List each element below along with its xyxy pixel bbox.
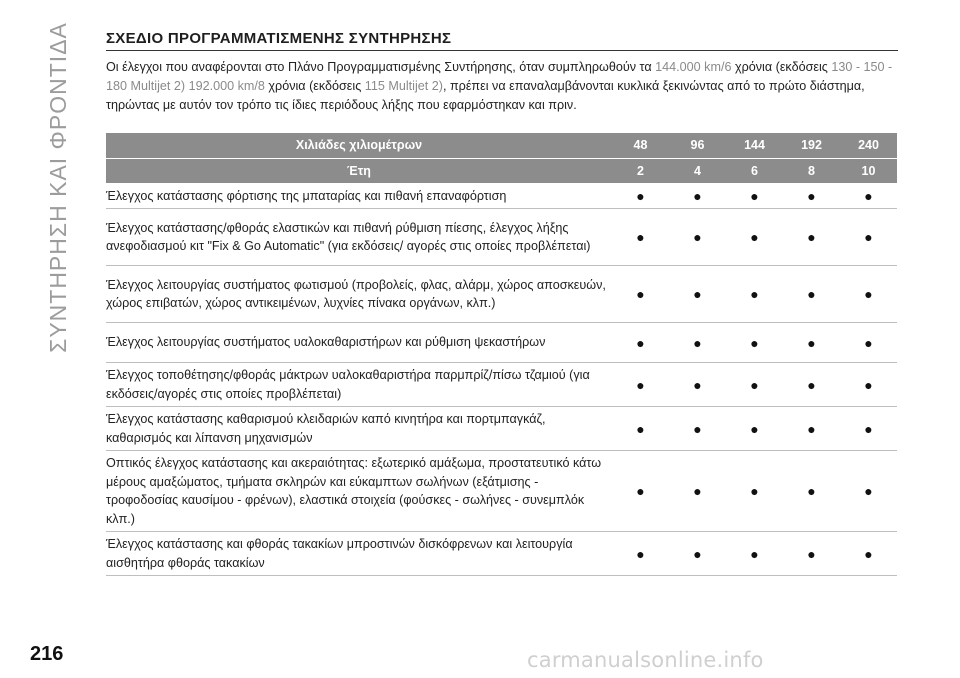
scheduled-check-dot: ●: [783, 407, 840, 451]
scheduled-check-dot: ●: [840, 407, 897, 451]
years-header-value: 10: [840, 158, 897, 183]
check-description: Έλεγχος κατάστασης φόρτισης της μπαταρίας και πιθανή επαναφόρτιση: [106, 183, 612, 209]
check-description: Έλεγχος κατάστασης καθαρισμού κλειδαριών καπό κινητήρα και πορτμπαγκάζ, καθαρισμός και λίπανση μηχανισμών: [106, 407, 612, 451]
check-description: Έλεγχος λειτουργίας συστήματος φωτισμού (προβολείς, φλας, αλάρμ, χώρος αποσκευών, χώρος επιβατών, χώρος αντικειμένων, λυχνίες πίνακα οργάνων, κλπ.): [106, 266, 612, 323]
page-number: 216: [30, 643, 64, 665]
check-description: Οπτικός έλεγχος κατάστασης και ακεραιότητας: εξωτερικό αμάξωμα, προστατευτικό κάτω μέρους αμαξώματος, τμήματα σκληρών και εύκαμπτων σωλήνων (εξάτμισης - τροφοδοσίας καυσίμου - φρένων), ελαστικά στοιχεία (φούσκες - σωλήνες - συνεμπλόκ κλπ.): [106, 451, 612, 532]
scheduled-check-dot: ●: [612, 407, 669, 451]
scheduled-check-dot: ●: [669, 451, 726, 532]
intro-text-2: χρόνια (εκδόσεις: [731, 60, 832, 74]
scheduled-check-dot: ●: [669, 323, 726, 363]
scheduled-check-dot: ●: [783, 266, 840, 323]
scheduled-check-dot: ●: [612, 183, 669, 209]
scheduled-check-dot: ●: [612, 266, 669, 323]
scheduled-check-dot: ●: [669, 363, 726, 407]
maintenance-schedule-table: [106, 133, 897, 576]
page-heading: ΣΧΕΔΙΟ ΠΡΟΓΡΑΜΜΑΤΙΣΜΕΝΗΣ ΣΥΝΤΗΡΗΣΗΣ: [106, 30, 898, 51]
intro-text-4: , πρέπει να επαναλαμβάνονται κυκλικά ξεκινώντας από το πρώτο διάστημα, τηρώντας με αυτόν τον τρόπο τις ίδιες περιόδους λήξης που εφαρμόστηκαν και πριν.: [106, 79, 865, 112]
scheduled-check-dot: ●: [840, 451, 897, 532]
table-row: [106, 363, 897, 407]
table-row: [106, 407, 897, 451]
table-row: [106, 266, 897, 323]
table-row: [106, 183, 897, 209]
years-header-row: [106, 158, 897, 183]
scheduled-check-dot: ●: [726, 407, 783, 451]
scheduled-check-dot: ●: [669, 209, 726, 266]
scheduled-check-dot: ●: [612, 532, 669, 576]
intro-interval-1: 144.000 km/6: [655, 60, 732, 74]
scheduled-check-dot: ●: [783, 363, 840, 407]
scheduled-check-dot: ●: [612, 209, 669, 266]
scheduled-check-dot: ●: [726, 209, 783, 266]
years-header-value: 2: [612, 158, 669, 183]
table-row: [106, 451, 897, 532]
table-row: [106, 323, 897, 363]
scheduled-check-dot: ●: [840, 183, 897, 209]
scheduled-check-dot: ●: [840, 266, 897, 323]
schedule-body: [106, 183, 897, 576]
scheduled-check-dot: ●: [612, 363, 669, 407]
scheduled-check-dot: ●: [726, 266, 783, 323]
check-description: Έλεγχος λειτουργίας συστήματος υαλοκαθαριστήρων και ρύθμιση ψεκαστήρων: [106, 323, 612, 363]
check-description: Έλεγχος κατάστασης/φθοράς ελαστικών και πιθανή ρύθμιση πίεσης, έλεγχος λήξης ανεφοδιασμού κιτ "Fix & Go Automatic" (για εκδόσεις/ αγορές στις οποίες προβλέπεται): [106, 209, 612, 266]
table-row: [106, 209, 897, 266]
scheduled-check-dot: ●: [669, 532, 726, 576]
scheduled-check-dot: ●: [726, 183, 783, 209]
years-header-value: 6: [726, 158, 783, 183]
scheduled-check-dot: ●: [726, 451, 783, 532]
scheduled-check-dot: ●: [726, 532, 783, 576]
intro-text-3: χρόνια (εκδόσεις: [264, 79, 365, 93]
check-description: Έλεγχος κατάστασης και φθοράς τακακίων μπροστινών δισκόφρενων και λειτουργία αισθητήρα φθοράς τακακίων: [106, 532, 612, 576]
km-header-value: 192: [783, 133, 840, 158]
side-section-title-text: ΣΥΝΤΗΡΗΣΗ ΚΑΙ ΦΡΟΝΤΙΔΑ: [44, 21, 71, 353]
scheduled-check-dot: ●: [840, 323, 897, 363]
table-row: [106, 532, 897, 576]
years-header-value: 8: [783, 158, 840, 183]
scheduled-check-dot: ●: [783, 532, 840, 576]
side-section-title: [36, 22, 80, 352]
years-header-value: 4: [669, 158, 726, 183]
scheduled-check-dot: ●: [783, 451, 840, 532]
km-header-value: 240: [840, 133, 897, 158]
scheduled-check-dot: ●: [783, 209, 840, 266]
km-header-label: Χιλιάδες χιλιομέτρων: [106, 133, 612, 158]
check-description: Έλεγχος τοποθέτησης/φθοράς μάκτρων υαλοκαθαριστήρα παρμπρίζ/πίσω τζαμιού (για εκδόσεις/αγορές στις οποίες προβλέπεται): [106, 363, 612, 407]
scheduled-check-dot: ●: [669, 407, 726, 451]
scheduled-check-dot: ●: [783, 183, 840, 209]
scheduled-check-dot: ●: [840, 532, 897, 576]
years-header-label: Έτη: [106, 158, 612, 183]
km-header-value: 144: [726, 133, 783, 158]
watermark: carmanualsonline.info: [527, 648, 764, 672]
scheduled-check-dot: ●: [783, 323, 840, 363]
intro-paragraph: [106, 58, 900, 115]
scheduled-check-dot: ●: [612, 451, 669, 532]
intro-interval-2: 130 - 150 - 180 Multijet 2) 192.000 km/8: [106, 60, 893, 93]
scheduled-check-dot: ●: [726, 323, 783, 363]
scheduled-check-dot: ●: [669, 183, 726, 209]
km-header-row: [106, 133, 897, 158]
km-header-value: 48: [612, 133, 669, 158]
scheduled-check-dot: ●: [840, 363, 897, 407]
km-header-value: 96: [669, 133, 726, 158]
scheduled-check-dot: ●: [726, 363, 783, 407]
scheduled-check-dot: ●: [840, 209, 897, 266]
scheduled-check-dot: ●: [612, 323, 669, 363]
scheduled-check-dot: ●: [669, 266, 726, 323]
intro-versions: 115 Multijet 2): [364, 79, 443, 93]
intro-text-1: Οι έλεγχοι που αναφέρονται στο Πλάνο Προγραμματισμένης Συντήρησης, όταν συμπληρωθούν τα: [106, 60, 656, 74]
